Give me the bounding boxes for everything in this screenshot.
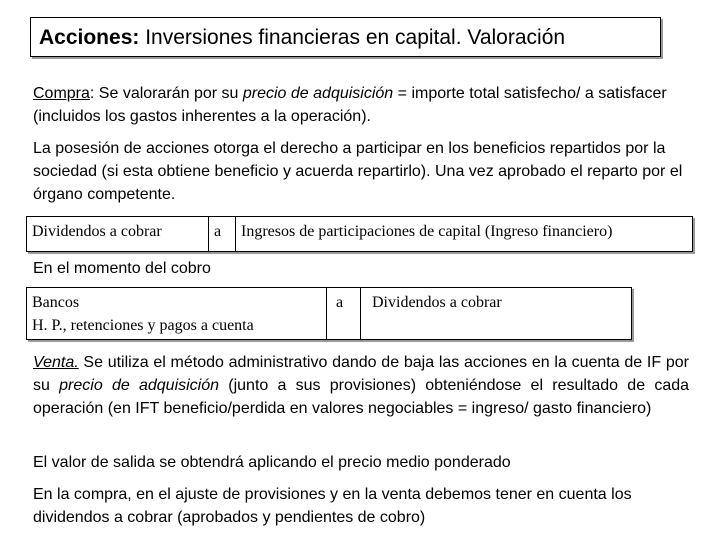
salida-paragraph: El valor de salida se obtendrá aplicando el precio medio ponderado [33, 454, 511, 471]
entry1-credit: Ingresos de participaciones de capital (Ingreso financiero) [235, 217, 692, 251]
entry2-debit-line1: Bancos [32, 294, 80, 311]
venta-label: Venta. [33, 354, 79, 371]
entry2-credit: Dividendos a cobrar [360, 288, 631, 339]
journal-entry-cobro [26, 287, 632, 340]
compra-text1: : Se valorarán por su [89, 85, 243, 102]
compra-text2: = importe total satisfecho/ a satisfacer (incluidos los gastos inherentes a la operación). [33, 85, 667, 125]
posesion-paragraph: La posesión de acciones otorga el derecho a participar en los beneficios repartidos por la sociedad (si esta obtiene beneficio y acuerda repartirlo). Una vez aprobado el reparto por el órgano competente. [33, 140, 683, 203]
entry1-debit: Dividendos a cobrar [32, 223, 162, 240]
page-title [30, 17, 661, 57]
venta-text2: (junto a sus provisiones) obteniéndose el resultado de cada operación (en IFT beneficio/perdida en valores negociables = ingreso/ gasto financiero) [33, 377, 690, 417]
title-rest: Inversiones financieras en capital. Valoración [139, 26, 566, 49]
cobro-heading: En el momento del cobro [33, 260, 211, 277]
entry2-a: a [326, 288, 360, 339]
compra-italic: precio de adquisición [242, 85, 394, 102]
entry2-debit-line2: H. P., retenciones y pagos a cuenta [32, 317, 254, 334]
venta-text1: Se utiliza el método administrativo dando de baja las acciones en la cuenta de IF por su [33, 354, 689, 394]
venta-paragraph [33, 351, 689, 420]
venta-italic: precio de adquisición [59, 377, 220, 394]
compra-paragraph [33, 82, 689, 128]
entry2-debit [27, 288, 326, 339]
title-bold: Acciones: [39, 26, 140, 49]
compra-label: Compra [33, 85, 90, 102]
entry1-a: a [208, 217, 235, 251]
journal-entry-dividendos [26, 216, 693, 252]
compra-final-paragraph: En la compra, en el ajuste de provisiones y en la venta debemos tener en cuenta los dividendos a cobrar (aprobados y pendientes de cobro) [33, 486, 632, 526]
